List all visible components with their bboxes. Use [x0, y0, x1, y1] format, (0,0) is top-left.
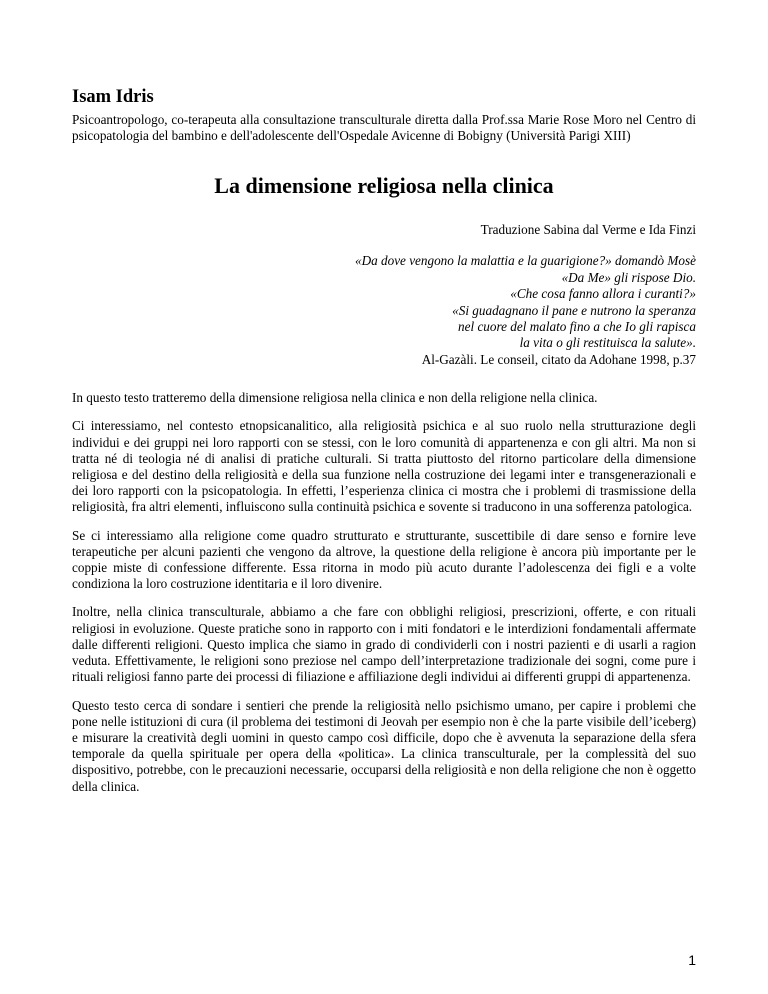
translation-credit: Traduzione Sabina dal Verme e Ida Finzi [480, 222, 696, 238]
epigraph-line: «Che cosa fanno allora i curanti?» [510, 286, 696, 302]
page-number: 1 [688, 952, 696, 968]
body-paragraph: Ci interessiamo, nel contesto etnopsicanalitico, alla religiosità psichica e al suo ruolo nella strutturazione degli individui e dei gruppi nei loro rapporti con se stessi, con le loro comunità di appartenenza e con gli altri. Ma non si tratta né di teologia né di analisi di pratiche culturali. Si tratta piuttosto del ritorno particolare della dimensione religiosa e del destino della religiosità e della sua funzione nella costruzione dei legami inter e transgenerazionali e dei loro rapporti con la psicopatologia. In effetti, l’esperienza clinica ci mostra che i problemi di trasmissione della religiosità, fra altri elementi, influiscono sulla continuità psichica e sovente si traducono in una sofferenza patologica. [72, 418, 696, 515]
body-paragraph: Inoltre, nella clinica transculturale, abbiamo a che fare con obblighi religiosi, prescrizioni, offerte, e con rituali religiosi in evoluzione. Queste pratiche sono in rapporto con i miti fondatori e le interdizioni fondamentali affermate dalle differenti religioni. Questo implica che siamo in grado di condividerli con i nostri pazienti e di usarli a ragion veduta. Effettivamente, le religioni sono preziose nel campo dell’interpretazione tradizionale dei sogni, come pure i rituali religiosi fanno parte dei processi di filiazione e affiliazione degli individui ai differenti gruppi di appartenenza. [72, 604, 696, 685]
epigraph-line: la vita o gli restituisca la salute». [519, 335, 696, 351]
document-page [72, 86, 696, 795]
epigraph-line: «Da Me» gli rispose Dio. [561, 269, 696, 285]
author-affiliation: Psicoantropologo, co-terapeuta alla consultazione transculturale diretta dalla Prof.ssa Marie Rose Moro nel Centro di psicopatologia del bambino e dell'adolescente dell'Ospedale Avicenne di Bobigny (Università Parigi XIII) [72, 112, 696, 144]
epigraph-line: «Da dove vengono la malattia e la guarigione?» domandò Mosè [355, 253, 696, 269]
author-name: Isam Idris [72, 87, 154, 107]
body-paragraph: In questo testo tratteremo della dimensione religiosa nella clinica e non della religione nella clinica. [72, 390, 598, 406]
epigraph [72, 253, 696, 368]
body-paragraph: Questo testo cerca di sondare i sentieri che prende la religiosità nello psichismo umano, per capire i problemi che pone nelle istituzioni di cura (il problema dei testimoni di Jeovah per esempio non è che la parte visibile dell’iceberg) e misurare la creatività degli uomini in questo campo così difficile, dopo che è avvenuta la separazione della sfera temporale da quella spirituale per opera della «politica». La clinica transculturale, per la complessità del suo dispositivo, potrebbe, con le precauzioni necessarie, occuparsi della religiosità e non della religione che non è oggetto della clinica. [72, 697, 696, 794]
document-title: La dimensione religiosa nella clinica [214, 173, 554, 199]
epigraph-line: «Si guadagnano il pane e nutrono la speranza [452, 302, 696, 318]
epigraph-line: nel cuore del malato fino a che Io gli rapisca [458, 319, 696, 335]
body-paragraph: Se ci interessiamo alla religione come quadro strutturato e strutturante, suscettibile di dare senso e fornire leve terapeutiche per alcuni pazienti che vengono da altrove, la questione della religione è ancora più importante per le coppie miste di confessione differente. Essa ritorna in modo più acuto durante l’adolescenza dei figli e a volte condiziona la loro costruzione identitaria e il loro divenire. [72, 527, 696, 592]
epigraph-source: Al-Gazàli. Le conseil, citato da Adohane 1998, p.37 [421, 351, 696, 367]
